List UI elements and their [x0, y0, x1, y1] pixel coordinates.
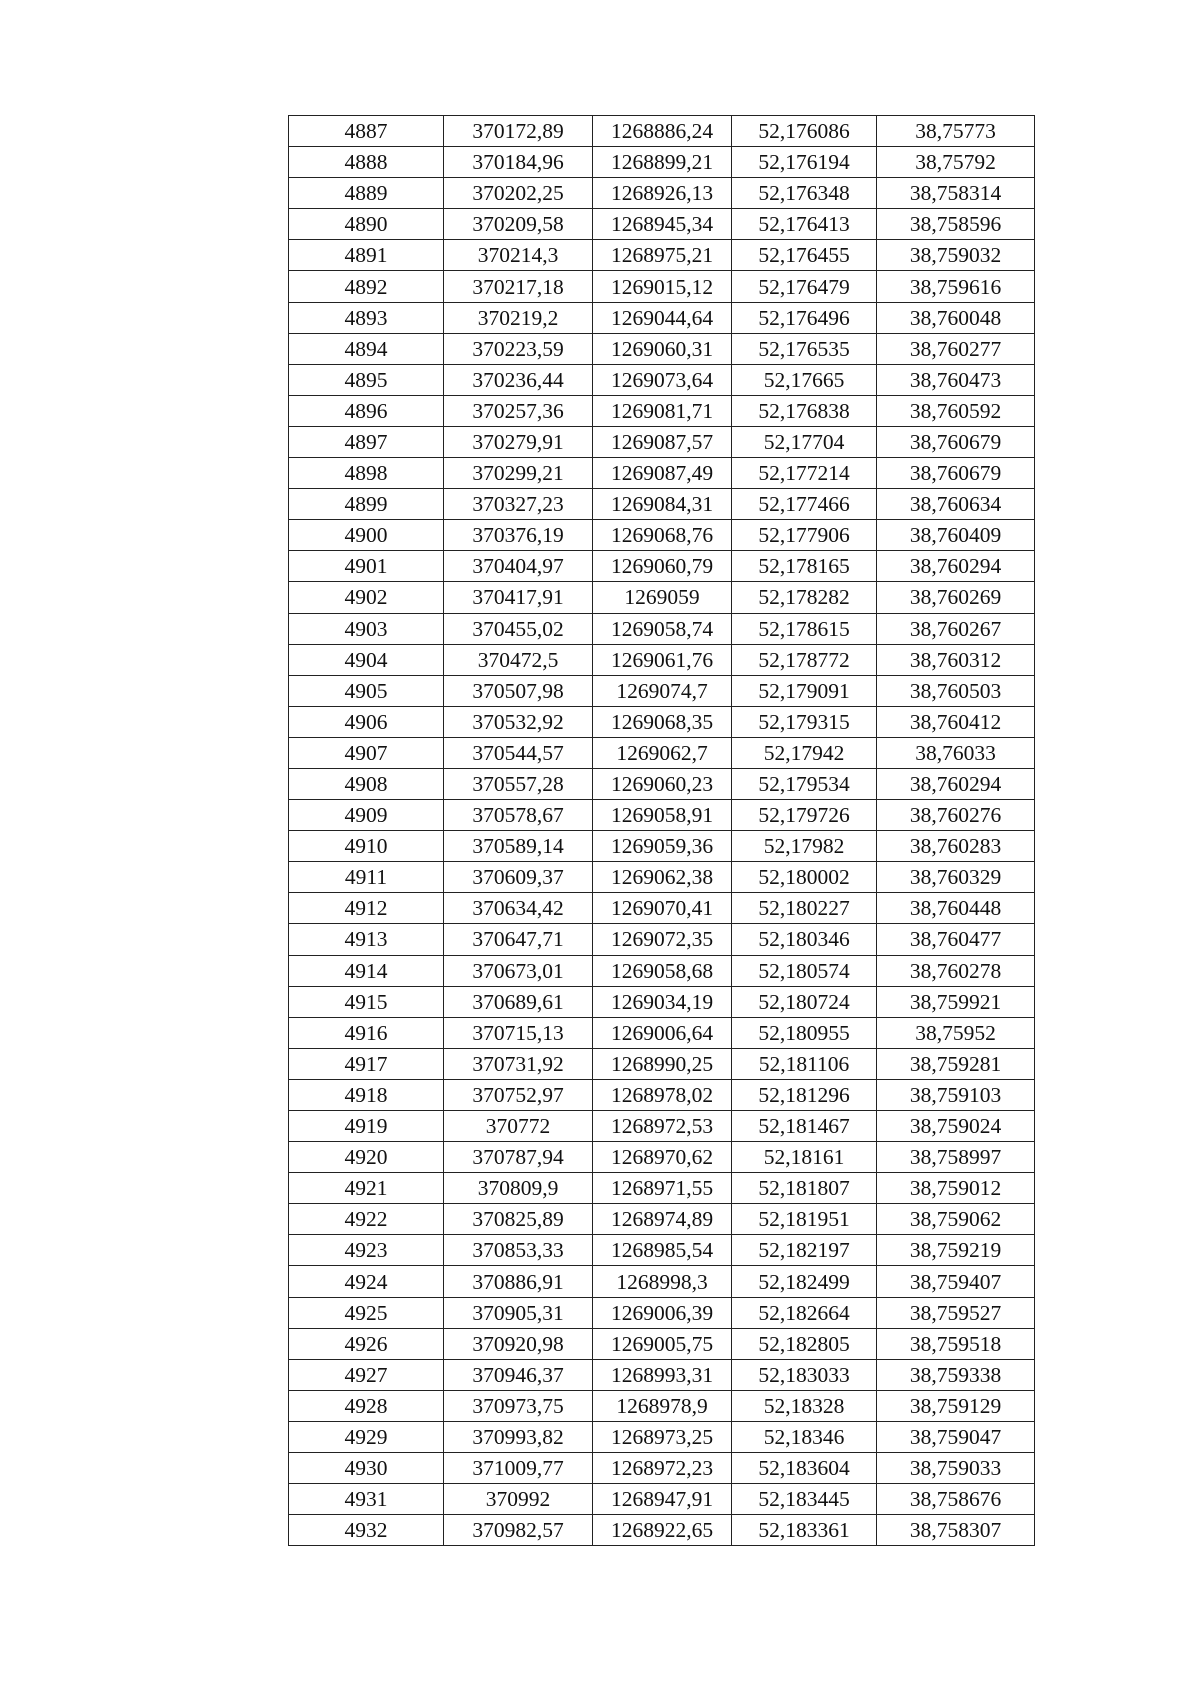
x-coordinate-cell: 370202,25	[444, 178, 593, 209]
x-coordinate-cell: 370532,92	[444, 706, 593, 737]
x-coordinate-cell: 370647,71	[444, 924, 593, 955]
latitude-cell: 52,178282	[732, 582, 877, 613]
x-coordinate-cell: 370544,57	[444, 737, 593, 768]
table-row	[289, 737, 1035, 768]
table-row	[289, 1017, 1035, 1048]
table-row	[289, 458, 1035, 489]
latitude-cell: 52,176535	[732, 333, 877, 364]
table-row	[289, 613, 1035, 644]
latitude-cell: 52,178165	[732, 551, 877, 582]
point-number-cell: 4915	[289, 986, 444, 1017]
x-coordinate-cell: 370825,89	[444, 1204, 593, 1235]
y-coordinate-cell: 1269068,35	[593, 706, 732, 737]
longitude-cell: 38,760267	[877, 613, 1035, 644]
table-row	[289, 551, 1035, 582]
x-coordinate-cell: 370673,01	[444, 955, 593, 986]
y-coordinate-cell: 1269060,79	[593, 551, 732, 582]
table-row	[289, 302, 1035, 333]
y-coordinate-cell: 1268972,53	[593, 1111, 732, 1142]
longitude-cell: 38,760412	[877, 706, 1035, 737]
point-number-cell: 4908	[289, 768, 444, 799]
y-coordinate-cell: 1269034,19	[593, 986, 732, 1017]
point-number-cell: 4913	[289, 924, 444, 955]
table-row	[289, 924, 1035, 955]
point-number-cell: 4930	[289, 1453, 444, 1484]
table-row	[289, 520, 1035, 551]
latitude-cell: 52,180002	[732, 862, 877, 893]
table-row	[289, 955, 1035, 986]
latitude-cell: 52,176194	[732, 147, 877, 178]
longitude-cell: 38,759921	[877, 986, 1035, 1017]
longitude-cell: 38,760283	[877, 831, 1035, 862]
table-row	[289, 1079, 1035, 1110]
y-coordinate-cell: 1268985,54	[593, 1235, 732, 1266]
table-row	[289, 209, 1035, 240]
y-coordinate-cell: 1269087,57	[593, 426, 732, 457]
latitude-cell: 52,183445	[732, 1484, 877, 1515]
y-coordinate-cell: 1269062,7	[593, 737, 732, 768]
table-row	[289, 333, 1035, 364]
x-coordinate-cell: 370905,31	[444, 1297, 593, 1328]
table-row	[289, 706, 1035, 737]
longitude-cell: 38,759024	[877, 1111, 1035, 1142]
x-coordinate-cell: 370455,02	[444, 613, 593, 644]
latitude-cell: 52,18346	[732, 1421, 877, 1452]
latitude-cell: 52,176455	[732, 240, 877, 271]
x-coordinate-cell: 370634,42	[444, 893, 593, 924]
x-coordinate-cell: 370715,13	[444, 1017, 593, 1048]
longitude-cell: 38,760269	[877, 582, 1035, 613]
x-coordinate-cell: 370557,28	[444, 768, 593, 799]
point-number-cell: 4917	[289, 1048, 444, 1079]
longitude-cell: 38,760473	[877, 364, 1035, 395]
x-coordinate-cell: 370472,5	[444, 644, 593, 675]
table-row	[289, 1515, 1035, 1546]
y-coordinate-cell: 1268993,31	[593, 1359, 732, 1390]
table-row	[289, 1142, 1035, 1173]
y-coordinate-cell: 1269087,49	[593, 458, 732, 489]
longitude-cell: 38,760477	[877, 924, 1035, 955]
x-coordinate-cell: 370772	[444, 1111, 593, 1142]
point-number-cell: 4909	[289, 800, 444, 831]
longitude-cell: 38,759281	[877, 1048, 1035, 1079]
y-coordinate-cell: 1269006,64	[593, 1017, 732, 1048]
point-number-cell: 4887	[289, 116, 444, 147]
x-coordinate-cell: 370731,92	[444, 1048, 593, 1079]
x-coordinate-cell: 370417,91	[444, 582, 593, 613]
longitude-cell: 38,75773	[877, 116, 1035, 147]
latitude-cell: 52,17982	[732, 831, 877, 862]
latitude-cell: 52,178772	[732, 644, 877, 675]
longitude-cell: 38,758596	[877, 209, 1035, 240]
x-coordinate-cell: 370219,2	[444, 302, 593, 333]
longitude-cell: 38,760329	[877, 862, 1035, 893]
latitude-cell: 52,176413	[732, 209, 877, 240]
table-row	[289, 147, 1035, 178]
table-row	[289, 489, 1035, 520]
latitude-cell: 52,182197	[732, 1235, 877, 1266]
latitude-cell: 52,176086	[732, 116, 877, 147]
x-coordinate-cell: 370973,75	[444, 1390, 593, 1421]
point-number-cell: 4910	[289, 831, 444, 862]
longitude-cell: 38,759032	[877, 240, 1035, 271]
longitude-cell: 38,75792	[877, 147, 1035, 178]
latitude-cell: 52,179726	[732, 800, 877, 831]
y-coordinate-cell: 1269074,7	[593, 675, 732, 706]
latitude-cell: 52,177214	[732, 458, 877, 489]
point-number-cell: 4900	[289, 520, 444, 551]
y-coordinate-cell: 1269068,76	[593, 520, 732, 551]
latitude-cell: 52,177466	[732, 489, 877, 520]
latitude-cell: 52,181106	[732, 1048, 877, 1079]
table-row	[289, 1328, 1035, 1359]
longitude-cell: 38,760592	[877, 395, 1035, 426]
y-coordinate-cell: 1268947,91	[593, 1484, 732, 1515]
point-number-cell: 4904	[289, 644, 444, 675]
point-number-cell: 4926	[289, 1328, 444, 1359]
table-row	[289, 1048, 1035, 1079]
longitude-cell: 38,758676	[877, 1484, 1035, 1515]
y-coordinate-cell: 1268926,13	[593, 178, 732, 209]
y-coordinate-cell: 1269060,31	[593, 333, 732, 364]
point-number-cell: 4931	[289, 1484, 444, 1515]
latitude-cell: 52,182499	[732, 1266, 877, 1297]
y-coordinate-cell: 1269058,74	[593, 613, 732, 644]
table-row	[289, 240, 1035, 271]
latitude-cell: 52,179315	[732, 706, 877, 737]
latitude-cell: 52,17942	[732, 737, 877, 768]
longitude-cell: 38,759518	[877, 1328, 1035, 1359]
point-number-cell: 4928	[289, 1390, 444, 1421]
latitude-cell: 52,183033	[732, 1359, 877, 1390]
latitude-cell: 52,182805	[732, 1328, 877, 1359]
longitude-cell: 38,759062	[877, 1204, 1035, 1235]
x-coordinate-cell: 370689,61	[444, 986, 593, 1017]
x-coordinate-cell: 370404,97	[444, 551, 593, 582]
y-coordinate-cell: 1269084,31	[593, 489, 732, 520]
y-coordinate-cell: 1269081,71	[593, 395, 732, 426]
latitude-cell: 52,17704	[732, 426, 877, 457]
longitude-cell: 38,759527	[877, 1297, 1035, 1328]
y-coordinate-cell: 1268970,62	[593, 1142, 732, 1173]
latitude-cell: 52,17665	[732, 364, 877, 395]
coordinates-table	[288, 115, 1035, 1546]
table-row	[289, 1204, 1035, 1235]
y-coordinate-cell: 1268978,02	[593, 1079, 732, 1110]
coordinates-table-body	[289, 116, 1035, 1546]
latitude-cell: 52,183361	[732, 1515, 877, 1546]
longitude-cell: 38,760634	[877, 489, 1035, 520]
x-coordinate-cell: 370886,91	[444, 1266, 593, 1297]
point-number-cell: 4895	[289, 364, 444, 395]
longitude-cell: 38,759012	[877, 1173, 1035, 1204]
point-number-cell: 4921	[289, 1173, 444, 1204]
point-number-cell: 4894	[289, 333, 444, 364]
longitude-cell: 38,75952	[877, 1017, 1035, 1048]
point-number-cell: 4899	[289, 489, 444, 520]
point-number-cell: 4905	[289, 675, 444, 706]
point-number-cell: 4922	[289, 1204, 444, 1235]
table-row	[289, 1266, 1035, 1297]
latitude-cell: 52,18161	[732, 1142, 877, 1173]
x-coordinate-cell: 370982,57	[444, 1515, 593, 1546]
table-row	[289, 831, 1035, 862]
latitude-cell: 52,181951	[732, 1204, 877, 1235]
point-number-cell: 4923	[289, 1235, 444, 1266]
y-coordinate-cell: 1269059	[593, 582, 732, 613]
longitude-cell: 38,760679	[877, 426, 1035, 457]
y-coordinate-cell: 1269073,64	[593, 364, 732, 395]
y-coordinate-cell: 1268974,89	[593, 1204, 732, 1235]
longitude-cell: 38,760679	[877, 458, 1035, 489]
latitude-cell: 52,180955	[732, 1017, 877, 1048]
table-row	[289, 862, 1035, 893]
latitude-cell: 52,176348	[732, 178, 877, 209]
point-number-cell: 4914	[289, 955, 444, 986]
y-coordinate-cell: 1269006,39	[593, 1297, 732, 1328]
point-number-cell: 4897	[289, 426, 444, 457]
latitude-cell: 52,180346	[732, 924, 877, 955]
y-coordinate-cell: 1268922,65	[593, 1515, 732, 1546]
point-number-cell: 4892	[289, 271, 444, 302]
x-coordinate-cell: 371009,77	[444, 1453, 593, 1484]
table-row	[289, 800, 1035, 831]
table-row	[289, 1173, 1035, 1204]
table-row	[289, 426, 1035, 457]
x-coordinate-cell: 370809,9	[444, 1173, 593, 1204]
point-number-cell: 4912	[289, 893, 444, 924]
x-coordinate-cell: 370752,97	[444, 1079, 593, 1110]
y-coordinate-cell: 1269061,76	[593, 644, 732, 675]
x-coordinate-cell: 370172,89	[444, 116, 593, 147]
x-coordinate-cell: 370993,82	[444, 1421, 593, 1452]
longitude-cell: 38,759407	[877, 1266, 1035, 1297]
table-row	[289, 395, 1035, 426]
table-row	[289, 582, 1035, 613]
point-number-cell: 4896	[289, 395, 444, 426]
x-coordinate-cell: 370578,67	[444, 800, 593, 831]
longitude-cell: 38,760277	[877, 333, 1035, 364]
point-number-cell: 4911	[289, 862, 444, 893]
point-number-cell: 4929	[289, 1421, 444, 1452]
longitude-cell: 38,759129	[877, 1390, 1035, 1421]
y-coordinate-cell: 1268978,9	[593, 1390, 732, 1421]
longitude-cell: 38,759616	[877, 271, 1035, 302]
latitude-cell: 52,178615	[732, 613, 877, 644]
table-row	[289, 986, 1035, 1017]
longitude-cell: 38,759338	[877, 1359, 1035, 1390]
latitude-cell: 52,176479	[732, 271, 877, 302]
latitude-cell: 52,176496	[732, 302, 877, 333]
longitude-cell: 38,759033	[877, 1453, 1035, 1484]
x-coordinate-cell: 370214,3	[444, 240, 593, 271]
point-number-cell: 4903	[289, 613, 444, 644]
point-number-cell: 4902	[289, 582, 444, 613]
x-coordinate-cell: 370920,98	[444, 1328, 593, 1359]
latitude-cell: 52,182664	[732, 1297, 877, 1328]
x-coordinate-cell: 370609,37	[444, 862, 593, 893]
latitude-cell: 52,179091	[732, 675, 877, 706]
latitude-cell: 52,176838	[732, 395, 877, 426]
latitude-cell: 52,177906	[732, 520, 877, 551]
table-row	[289, 893, 1035, 924]
x-coordinate-cell: 370184,96	[444, 147, 593, 178]
x-coordinate-cell: 370236,44	[444, 364, 593, 395]
y-coordinate-cell: 1269058,91	[593, 800, 732, 831]
y-coordinate-cell: 1269059,36	[593, 831, 732, 862]
point-number-cell: 4891	[289, 240, 444, 271]
y-coordinate-cell: 1269015,12	[593, 271, 732, 302]
point-number-cell: 4893	[289, 302, 444, 333]
y-coordinate-cell: 1269062,38	[593, 862, 732, 893]
longitude-cell: 38,760278	[877, 955, 1035, 986]
table-row	[289, 675, 1035, 706]
y-coordinate-cell: 1268998,3	[593, 1266, 732, 1297]
point-number-cell: 4919	[289, 1111, 444, 1142]
x-coordinate-cell: 370589,14	[444, 831, 593, 862]
point-number-cell: 4920	[289, 1142, 444, 1173]
table-row	[289, 1453, 1035, 1484]
x-coordinate-cell: 370257,36	[444, 395, 593, 426]
table-row	[289, 1235, 1035, 1266]
longitude-cell: 38,760448	[877, 893, 1035, 924]
y-coordinate-cell: 1268990,25	[593, 1048, 732, 1079]
table-row	[289, 1484, 1035, 1515]
x-coordinate-cell: 370217,18	[444, 271, 593, 302]
longitude-cell: 38,76033	[877, 737, 1035, 768]
point-number-cell: 4918	[289, 1079, 444, 1110]
table-row	[289, 364, 1035, 395]
point-number-cell: 4925	[289, 1297, 444, 1328]
table-row	[289, 1297, 1035, 1328]
latitude-cell: 52,180574	[732, 955, 877, 986]
latitude-cell: 52,181807	[732, 1173, 877, 1204]
point-number-cell: 4927	[289, 1359, 444, 1390]
table-row	[289, 644, 1035, 675]
point-number-cell: 4888	[289, 147, 444, 178]
latitude-cell: 52,181296	[732, 1079, 877, 1110]
latitude-cell: 52,180227	[732, 893, 877, 924]
y-coordinate-cell: 1269072,35	[593, 924, 732, 955]
table-row	[289, 768, 1035, 799]
latitude-cell: 52,18328	[732, 1390, 877, 1421]
x-coordinate-cell: 370853,33	[444, 1235, 593, 1266]
point-number-cell: 4932	[289, 1515, 444, 1546]
longitude-cell: 38,760409	[877, 520, 1035, 551]
x-coordinate-cell: 370376,19	[444, 520, 593, 551]
y-coordinate-cell: 1268899,21	[593, 147, 732, 178]
latitude-cell: 52,181467	[732, 1111, 877, 1142]
x-coordinate-cell: 370992	[444, 1484, 593, 1515]
point-number-cell: 4890	[289, 209, 444, 240]
table-row	[289, 116, 1035, 147]
y-coordinate-cell: 1268945,34	[593, 209, 732, 240]
y-coordinate-cell: 1269058,68	[593, 955, 732, 986]
latitude-cell: 52,179534	[732, 768, 877, 799]
point-number-cell: 4898	[289, 458, 444, 489]
point-number-cell: 4907	[289, 737, 444, 768]
y-coordinate-cell: 1268975,21	[593, 240, 732, 271]
longitude-cell: 38,760276	[877, 800, 1035, 831]
latitude-cell: 52,180724	[732, 986, 877, 1017]
y-coordinate-cell: 1268886,24	[593, 116, 732, 147]
table-row	[289, 1111, 1035, 1142]
latitude-cell: 52,183604	[732, 1453, 877, 1484]
y-coordinate-cell: 1269005,75	[593, 1328, 732, 1359]
point-number-cell: 4924	[289, 1266, 444, 1297]
point-number-cell: 4889	[289, 178, 444, 209]
longitude-cell: 38,758997	[877, 1142, 1035, 1173]
y-coordinate-cell: 1269070,41	[593, 893, 732, 924]
point-number-cell: 4901	[289, 551, 444, 582]
longitude-cell: 38,759219	[877, 1235, 1035, 1266]
longitude-cell: 38,759103	[877, 1079, 1035, 1110]
table-row	[289, 1390, 1035, 1421]
x-coordinate-cell: 370327,23	[444, 489, 593, 520]
x-coordinate-cell: 370279,91	[444, 426, 593, 457]
table-row	[289, 1421, 1035, 1452]
table-row	[289, 1359, 1035, 1390]
y-coordinate-cell: 1269044,64	[593, 302, 732, 333]
point-number-cell: 4906	[289, 706, 444, 737]
x-coordinate-cell: 370223,59	[444, 333, 593, 364]
longitude-cell: 38,758307	[877, 1515, 1035, 1546]
table-row	[289, 271, 1035, 302]
x-coordinate-cell: 370787,94	[444, 1142, 593, 1173]
x-coordinate-cell: 370299,21	[444, 458, 593, 489]
longitude-cell: 38,758314	[877, 178, 1035, 209]
table-row	[289, 178, 1035, 209]
longitude-cell: 38,760503	[877, 675, 1035, 706]
longitude-cell: 38,760294	[877, 551, 1035, 582]
longitude-cell: 38,760294	[877, 768, 1035, 799]
x-coordinate-cell: 370946,37	[444, 1359, 593, 1390]
y-coordinate-cell: 1268971,55	[593, 1173, 732, 1204]
point-number-cell: 4916	[289, 1017, 444, 1048]
y-coordinate-cell: 1268973,25	[593, 1421, 732, 1452]
longitude-cell: 38,760048	[877, 302, 1035, 333]
longitude-cell: 38,760312	[877, 644, 1035, 675]
y-coordinate-cell: 1269060,23	[593, 768, 732, 799]
y-coordinate-cell: 1268972,23	[593, 1453, 732, 1484]
longitude-cell: 38,759047	[877, 1421, 1035, 1452]
x-coordinate-cell: 370209,58	[444, 209, 593, 240]
x-coordinate-cell: 370507,98	[444, 675, 593, 706]
